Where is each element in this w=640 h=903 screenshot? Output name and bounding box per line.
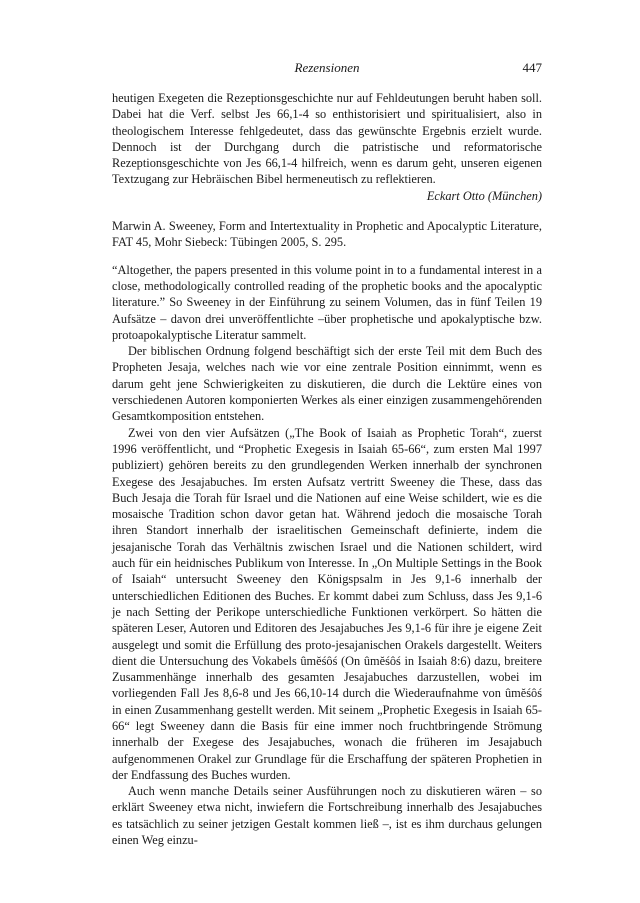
- page-header: [112, 60, 542, 78]
- reviewer-signature: Eckart Otto (München): [426, 188, 542, 203]
- review-paragraph-4: Auch wenn manche Details seiner Ausführungen noch zu diskutieren wären – so erklärt Sweeney etwa nicht, inwiefern die Fortschreibung innerhalb des Jesajabuches es tatsächlich zu seiner jetzigen Gestalt kommen ließ –, ist es ihm durchaus gelungen einen Weg einzu-: [112, 784, 542, 848]
- review-paragraph-1: “Altogether, the papers presented in this volume point in to a fundamental interest in a close, methodologically controlled reading of the prophetic books and the apocalyptic literature.” So Sweeney in der Einführung zu seinem Volumen, das in fünf Teilen 19 Aufsätze – davon drei unveröffentlichte –über prophetische und apokalyptische bzw. protoapokalyptische Literatur sammelt.: [112, 262, 542, 342]
- previous-review-closing-paragraph: heutigen Exegeten die Rezeptionsgeschichte nur auf Fehldeutungen beruht haben soll. Dabei hat die Verf. selbst Jes 66,1-4 so enthistorisiert und spiritualisiert, also in theologischem Interesse fehlgedeutet, dass das gewünschte Ergebnis erzielt wurde. Dennoch ist der Durchgang durch die patristische und reformatorische Rezeptionsgeschichte von Jes 66,1-4 hilfreich, wenn es darum geht, unseren eigenen Textzugang zur Hebräischen Bibel hermeneutisch zu reflektieren.: [112, 91, 542, 187]
- running-title: Rezensionen: [294, 60, 360, 75]
- bibliographic-entry: Marwin A. Sweeney, Form and Intertextuality in Prophetic and Apocalyptic Literature, FAT 45, Mohr Siebeck: Tübingen 2005, S. 295.: [112, 219, 542, 250]
- review-paragraph-3: Zwei von den vier Aufsätzen („The Book of Isaiah as Prophetic Torah“, zuerst 1996 veröffentlicht, und “Prophetic Exegesis in Isaiah 65-66“, zum ersten Mal 1997 publiziert) gehören bereits zu den grundlegenden Werken innerhalb der synchronen Exegese des Jesajabuches. Im ersten Aufsatz vertritt Sweeney die These, dass das Buch Jesaja die Torah für Israel und die Nationen auf eine Weise schildert, wie es die mosaische Tradition schon davor getan hat. Während jedoch die mosaische Torah ihren Standort innerhalb der israelitischen Gemeinschaft definierte, indem die jesajanische Torah das Verhältnis zwischen Israel und die Nationen schildert, wird auch für ein heidnisches Publikum von Interesse. In „On Multiple Settings in the Book of Isaiah“ untersucht Sweeney den Königspsalm in Jes 9,1-6 innerhalb der unterschiedlichen Editionen des Buches. Er kommt dabei zum Schluss, dass Jes 9,1-6 je nach Setting der Perikope unterschiedliche Funktionen verkörpert. So hätten die späteren Leser, Autoren und Editoren des Jesajabuches Jes 9,1-6 für ihre je eigene Zeit ausgelegt und somit die Erfüllung des proto-jesajanischen Orakels dargestellt. Weiters dient die Untersuchung des Vokabels ûmĕśôś (On ûmĕśôś in Isaiah 8:6) dazu, breitere Zusammenhänge innerhalb des gesamten Jesajabuches darzustellen, wobei im vorliegenden Fall Jes 8,6-8 und Jes 66,10-14 durch die Wiederaufnahme von ûmĕśôś in einen Zusammenhang gestellt werden. Mit seinem „Prophetic Exegesis in Isaiah 65-66“ legt Sweeney dann die Basis für eine immer noch fruchtbringende Strömung innerhalb der Exegese des Jesajabuches, wonach die früheren im Jesajabuch aufgenommenen Orakel zur Grundlage für die Erschaffung der späteren Prophetien in der Endfassung des Buches wurden.: [112, 425, 542, 782]
- document-page: [112, 60, 542, 848]
- review-paragraph-2: Der biblischen Ordnung folgend beschäftigt sich der erste Teil mit dem Buch des Propheten Jesaja, welches nach wie vor eine zentrale Position einnimmt, wenn es darum geht jene Schwierigkeiten zu diskutieren, die durch die Lektüre eines von verschiedenen Autoren komponierten Werkes als einer einzigen zusammengehörenden Gesamtkomposition entstehen.: [112, 344, 542, 424]
- page-number: 447: [522, 60, 542, 75]
